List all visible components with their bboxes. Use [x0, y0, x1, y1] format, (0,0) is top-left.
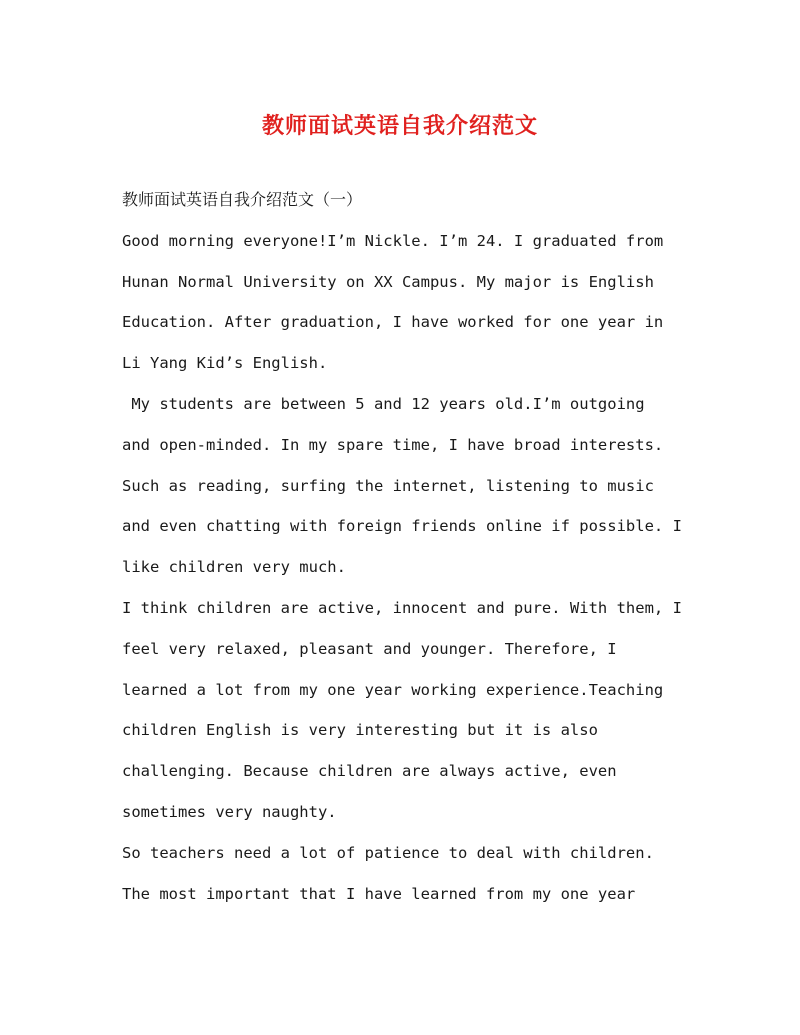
body-line: like children very much. [122, 558, 346, 577]
body-line: Education. After graduation, I have worked for one year in [122, 313, 664, 332]
document-body [122, 180, 722, 914]
body-line: sometimes very naughty. [122, 802, 337, 821]
body-line: Hunan Normal University on XX Campus. My major is English [122, 272, 654, 291]
body-line: My students are between 5 and 12 years old.I’m outgoing [122, 394, 645, 413]
body-line: I think children are active, innocent and pure. With them, I [122, 598, 682, 617]
body-line: and even chatting with foreign friends online if possible. I [122, 517, 682, 536]
body-line: and open-minded. In my spare time, I have broad interests. [122, 435, 664, 454]
body-line: Li Yang Kid’s English. [122, 354, 328, 373]
section-heading: 教师面试英语自我介绍范文（一） [122, 190, 363, 209]
body-line: So teachers need a lot of patience to deal with children. [122, 843, 654, 862]
body-line: children English is very interesting but it is also [122, 721, 598, 740]
body-line: The most important that I have learned from my one year [122, 884, 636, 903]
body-line: learned a lot from my one year working experience.Teaching [122, 680, 664, 699]
body-line: Good morning everyone!I’m Nickle. I’m 24. I graduated from [122, 231, 664, 250]
document-title: 教师面试英语自我介绍范文 [261, 113, 538, 139]
body-line: challenging. Because children are always active, even [122, 762, 617, 781]
body-line: feel very relaxed, pleasant and younger. Therefore, I [122, 639, 617, 658]
body-line: Such as reading, surfing the internet, listening to music [122, 476, 654, 495]
